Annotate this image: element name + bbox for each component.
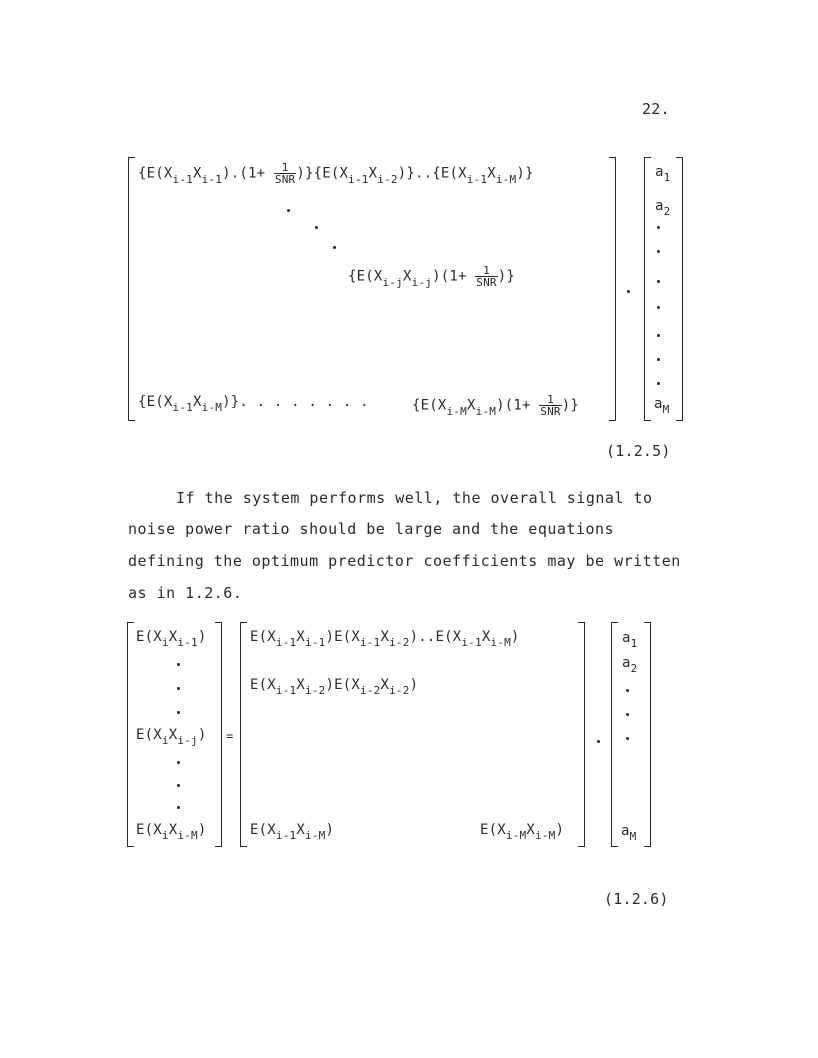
paragraph-line-4: as in 1.2.6. (128, 584, 243, 602)
equation-label-1-2-5: (1.2.5) (606, 442, 671, 460)
multiplication-dot (627, 290, 630, 293)
matrix-last-row-diagonal: {$E(X_{i-M}X_{i-M})(1+$ $\frac{1}{\text{SNR}}$ )} (412, 393, 579, 418)
lhs-entry-j: $E(X_iX_{i-j})$ (136, 727, 207, 747)
vector-bracket-left (611, 622, 618, 847)
diagonal-dot (287, 209, 290, 212)
vector-a1: $a_1$ (655, 164, 671, 184)
fraction-1-over-snr: $\frac{1}{\text{SNR}}$ (476, 264, 497, 289)
vector-dot (177, 806, 180, 809)
matrix-row-1: {$E(X_{i-1}X_{i-1}).(1+$ $\frac{1}{\text{SNR}}$ )}$\{E(X_{i-1}X_{i-2})\}..\{E(X_{i-1}X_{i-M})\}$ (138, 161, 534, 186)
diagonal-dot (333, 246, 336, 249)
vector-dot (657, 226, 660, 229)
diagonal-dot (315, 226, 318, 229)
matrix-row-1: $E(X_{i-1}X_{i-1})E(X_{i-1}X_{i-2})..E(X_{i-1}X_{i-M})$ (250, 629, 520, 649)
vector-aM: $a_M$ (654, 396, 670, 416)
matrix-bracket-left (128, 157, 135, 421)
vector-bracket-left (644, 157, 651, 421)
lhs-entry-M: $E(X_iX_{i-M})$ (136, 822, 207, 842)
paragraph-line-2: noise power ratio should be large and the equations (128, 520, 615, 538)
vector-dot (657, 280, 660, 283)
fraction-1-over-snr: $\frac{1}{\text{SNR}}$ (540, 393, 561, 418)
matrix-row-2: $E(X_{i-1}X_{i-2})E(X_{i-2}X_{i-2})$ (250, 677, 419, 697)
lhs-vector-bracket-right (215, 622, 222, 847)
matrix-last-row-left: $E(X_{i-1}X_{i-M})$ (250, 822, 335, 842)
matrix-bracket-right (609, 157, 616, 421)
vector-dot (177, 784, 180, 787)
vector-a2: $a_2$ (622, 655, 638, 675)
page-number: 22. (642, 100, 670, 118)
vector-dot (177, 687, 180, 690)
fraction-1-over-snr: $\frac{1}{\text{SNR}}$ (274, 161, 296, 186)
equation-label-1-2-6: (1.2.6) (604, 890, 669, 908)
vector-dot (626, 689, 629, 692)
matrix-last-row-right: $E(X_{i-M}X_{i-M})$ (480, 822, 565, 842)
matrix-bracket-left (240, 622, 247, 847)
vector-dot (177, 663, 180, 666)
vector-a1: $a_1$ (622, 630, 638, 650)
vector-dot (657, 250, 660, 253)
vector-dot (657, 306, 660, 309)
vector-dot (657, 382, 660, 385)
matrix-bracket-right (578, 622, 585, 847)
multiplication-dot (597, 740, 600, 743)
vector-aM: $a_M$ (621, 823, 637, 843)
vector-dot (626, 713, 629, 716)
vector-bracket-right (644, 622, 651, 847)
vector-bracket-right (676, 157, 683, 421)
matrix-last-row: $\{E(X_{i-1}X_{i-M})\}$. . . . . . . . (138, 394, 369, 414)
lhs-vector-bracket-left (127, 622, 134, 847)
vector-dot (657, 334, 660, 337)
vector-dot (177, 761, 180, 764)
lhs-entry-1: $E(X_iX_{i-1})$ (136, 629, 207, 649)
vector-dot (657, 358, 660, 361)
vector-dot (626, 737, 629, 740)
matrix-diagonal-entry: {$E(X_{i-j}X_{i-j})(1+$ $\frac{1}{\text{SNR}}$ )} (348, 264, 515, 289)
paragraph-line-3: defining the optimum predictor coefficients may be written (128, 552, 681, 570)
equals-sign: = (226, 729, 234, 743)
vector-dot (177, 711, 180, 714)
vector-a2: $a_2$ (655, 198, 671, 218)
paragraph-line-1: If the system performs well, the overall signal to (176, 489, 653, 507)
